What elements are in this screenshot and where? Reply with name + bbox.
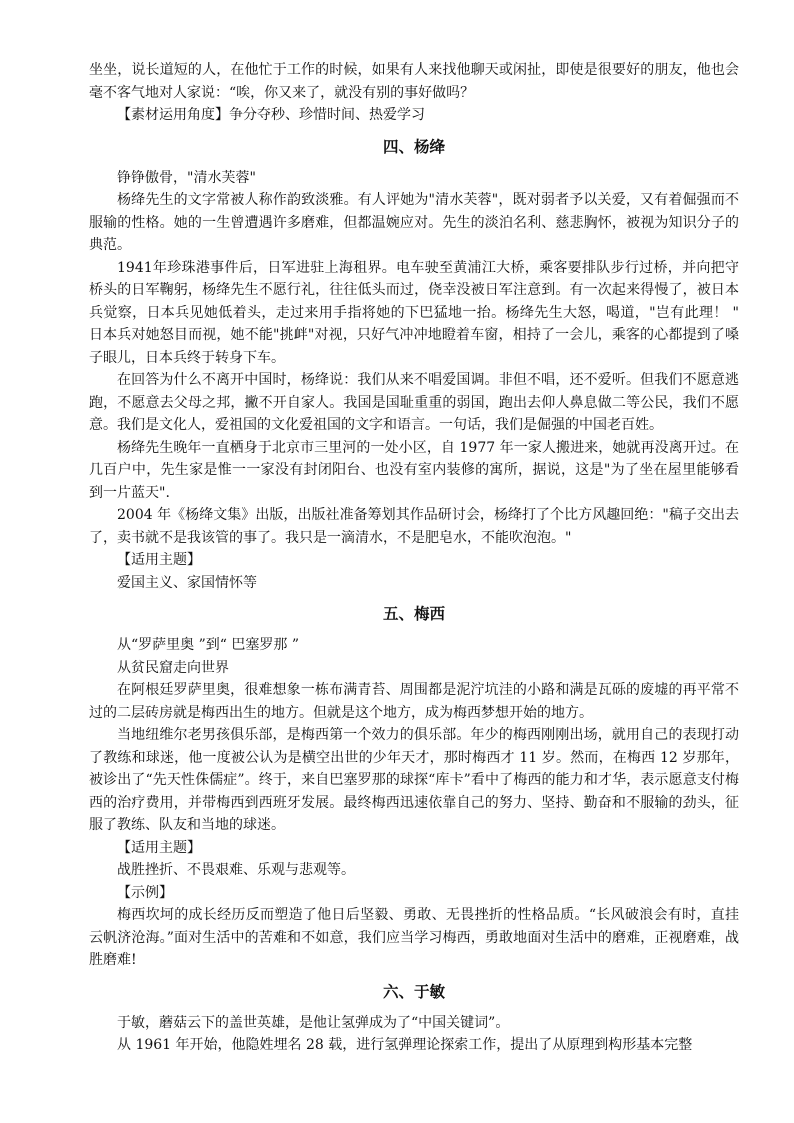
paragraph: 从“罗萨里奥 ”到“ 巴塞罗那 ”	[117, 637, 299, 653]
paragraph: 在回答为什么不离开中国时，杨绛说：我们从来不唱爱国调。非但不唱，还不爱听。但我们不愿意逃跑，不愿意去父母之邦，撇不开自家人。我国是国耻重重的弱国，跑出去仰人鼻息做二等公民，我们不愿意。我们是文化人，爱祖国的文化爱祖国的文字和语言。一句话，我们是倔强的中国老百姓。	[89, 372, 739, 433]
paragraph: 在阿根廷罗萨里奥，很难想象一栋布满青苔、周围都是泥泞坑洼的小路和满是瓦砾的废墟的再平常不过的二层砖房就是梅西出生的地方。但就是这个地方，成为梅西梦想开始的地方。	[89, 682, 739, 721]
paragraph: 战胜挫折、不畏艰难、乐观与悲观等。	[117, 862, 355, 878]
paragraph: 【素材运用角度】争分夺秒、珍惜时间、热爱学习	[117, 107, 425, 123]
paragraph: 【适用主题】	[117, 839, 201, 856]
paragraph: 当地纽维尔老男孩俱乐部，是梅西第一个效力的俱乐部。年少的梅西刚刚出场，就用自己的表现打动了教练和球迷，他一度被公认为是横空出世的少年天才，那时梅西才 11 岁。然而，在梅西 12 岁那年，被诊出了“先天性侏儒症”。终于，来自巴塞罗那的球探“库卡”看中了梅西的能力和才华，表示愿意支付梅西的治疗费用，并带梅西到西班牙发展。最终梅西迅速依靠自己的努力、坚持、勤奋和不服输的劲头，征服了教练、队友和当地的球迷。	[89, 727, 739, 833]
paragraph: 杨绛先生晚年一直栖身于北京市三里河的一处小区，自 1977 年一家人搬进来，她就再没离开过。在几百户中，先生家是惟一一家没有封闭阳台、也没有室内装修的寓所，据说，这是"为了坐在屋里能够看到一片蓝天".	[89, 439, 739, 501]
paragraph: 梅西坎坷的成长经历反而塑造了他日后坚毅、勇敢、无畏挫折的性格品质。“长风破浪会有时，直挂云帆济沧海。”面对生活中的苦难和不如意，我们应当学习梅西，勇敢地面对生活中的磨难，正视磨难，战胜磨难!	[89, 907, 739, 968]
paragraph: 铮铮傲骨，"清水芙蓉"	[117, 169, 256, 186]
paragraph: 爱国主义、家国情怀等	[117, 574, 257, 591]
section-heading: 五、梅西	[382, 605, 445, 623]
paragraph: 从 1961 年开始，他隐姓埋名 28 载，进行氢弹理论探索工作，提出了从原理到构形基本完整	[117, 1037, 693, 1053]
paragraph: 1941年珍珠港事件后，日军进驻上海租界。电车驶至黄浦江大桥，乘客要排队步行过桥，并向把守桥头的日军鞠躬，杨绛先生不愿行礼，往往低头而过，侥幸没被日军注意到。有一次起来得慢了，被日本兵觉察，日本兵见她低着头，走过来用手指将她的下巴猛地一抬。杨绛先生大怒，喝道，"岂有此理！ " 日本兵对她怒目而视，她不能"挑衅"对视，只好气冲冲地瞪着车窗，相持了一会儿，乘客的心都提到了嗓子眼儿，日本兵终于转身下车。	[89, 259, 739, 366]
section-heading: 四、杨绛	[382, 137, 445, 156]
paragraph: 杨绛先生的文字常被人称作韵致淡雅。有人评她为"清水芙蓉"，既对弱者予以关爱，又有着倔强而不服输的性格。她的一生曾遭遇许多磨难，但都温婉应对。先生的淡泊名利、慈悲胸怀，被视为知识分子的典范。	[89, 192, 739, 253]
paragraph: 从贫民窟走向世界	[117, 659, 229, 676]
section-heading: 六、于敏	[382, 982, 445, 1001]
document-body	[89, 59, 739, 1057]
paragraph: 【适用主题】	[117, 552, 201, 568]
paragraph: 于敏，蘑菇云下的盖世英雄，是他让氢弹成为了“中国关键词”。	[117, 1014, 510, 1031]
paragraph: 2004 年《杨绛文集》出版，出版社准备筹划其作品研讨会，杨绛打了个比方风趣回绝："稿子交出去了，卖书就不是我该管的事了。我只是一滴清水，不是肥皂水，不能吹泡泡。"	[89, 507, 739, 546]
paragraph: 坐坐，说长道短的人，在他忙于工作的时候，如果有人来找他聊天或闲扯，即使是很要好的朋友，他也会毫不客气地对人家说：“唉，你又来了，就没有别的事好做吗？	[89, 62, 739, 101]
paragraph: 【示例】	[117, 884, 173, 901]
